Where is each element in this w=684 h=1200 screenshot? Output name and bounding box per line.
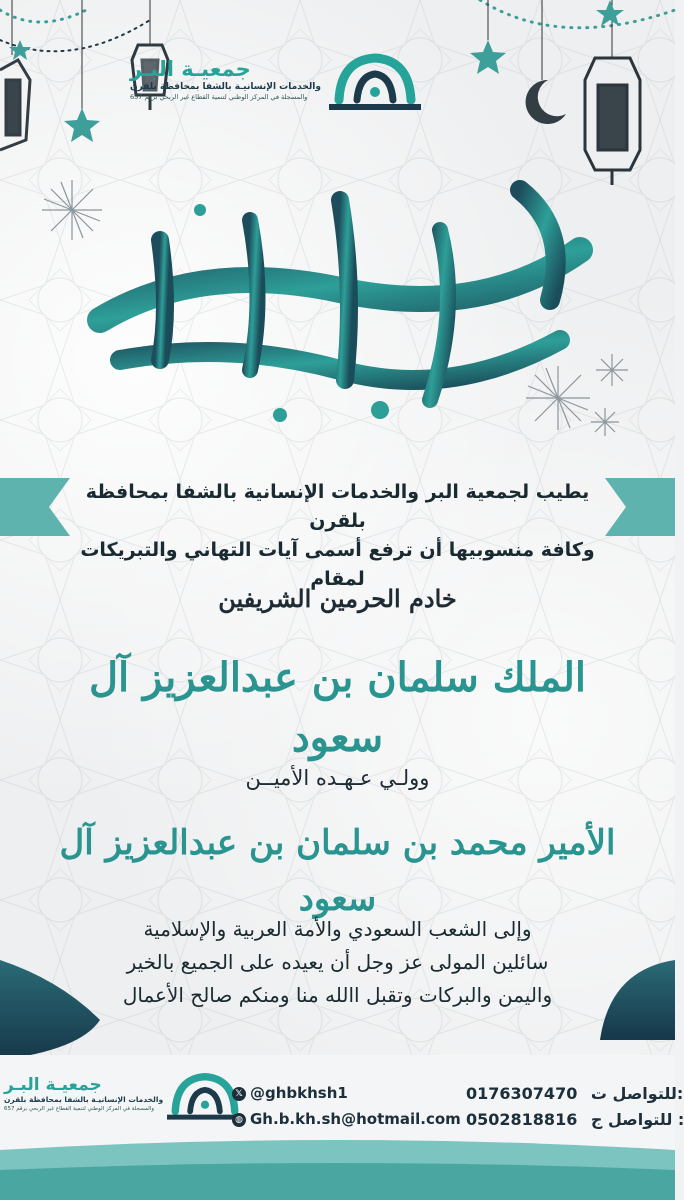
twitter-contact[interactable]	[232, 1084, 348, 1102]
king-name: الملك سلمان بن عبدالعزيز آل سعود	[88, 654, 587, 761]
intro-line-2: وكافة منسوبيها أن ترفع أسمى آيات التهاني والتبريكات لمقام	[80, 539, 595, 590]
closing-line-2: سائلين المولى عز وجل أن يعيده على الجميع بالخير	[126, 950, 549, 974]
organization-name: جمعيـة البـر	[130, 56, 251, 81]
phone-contact[interactable]	[466, 1084, 683, 1103]
twitter-handle[interactable]: @ghbkhsh1	[250, 1084, 348, 1102]
king-title: خادم الحرمين الشريفين	[218, 584, 457, 613]
intro-line-1: يطيب لجمعية البر والخدمات الإنسانية بالشفا بمحافظة بلقرن	[85, 481, 590, 532]
organization-subtitle: والخدمات الإنسانيـة بالشفا بمحافظة بلقرن	[130, 81, 321, 92]
crown-prince-name: الأمير محمد بن سلمان بن عبدالعزيز آل سعود	[59, 823, 616, 919]
organization-logo-header	[130, 48, 421, 110]
footer-organization-subtitle: والخدمات الإنسانيـة بالشفا بمحافظة بلقرن	[4, 1094, 164, 1104]
phone-number[interactable]: 0176307470	[466, 1084, 578, 1103]
mobile-contact[interactable]	[466, 1110, 684, 1129]
organization-mark-icon	[329, 48, 421, 110]
closing-line-1: وإلى الشعب السعودي والأمة العربية والإسلامية	[143, 917, 532, 941]
eid-calligraphy	[80, 170, 600, 440]
closing-line-3: واليمن والبركات وتقبل االله منا ومنكم صالح الأعمال	[122, 983, 553, 1007]
email-address[interactable]: Gh.b.kh.sh@hotmail.com	[250, 1110, 461, 1128]
mobile-number[interactable]: 0502818816	[466, 1110, 578, 1129]
crown-prince-title: وولـي عـهـده الأميــن	[245, 766, 430, 790]
organization-logo-footer	[4, 1068, 243, 1120]
phone-label: للتواصل ت:	[590, 1084, 684, 1103]
footer-organization-registration: والمسجلة في المركز الوطني لتنمية القطاع غير الربحي برقم 657	[4, 1105, 155, 1112]
globe-icon: ◍	[232, 1113, 246, 1127]
email-contact[interactable]	[232, 1110, 461, 1128]
footer-organization-name: جمعيـة البـر	[4, 1074, 102, 1095]
x-icon: 𝕏	[232, 1087, 246, 1101]
intro-paragraph	[60, 478, 615, 594]
mobile-label: للتواصل ج :	[590, 1110, 684, 1129]
organization-registration: والمسجلة في المركز الوطني لتنمية القطاع غير الربحي برقم 657	[130, 92, 308, 101]
